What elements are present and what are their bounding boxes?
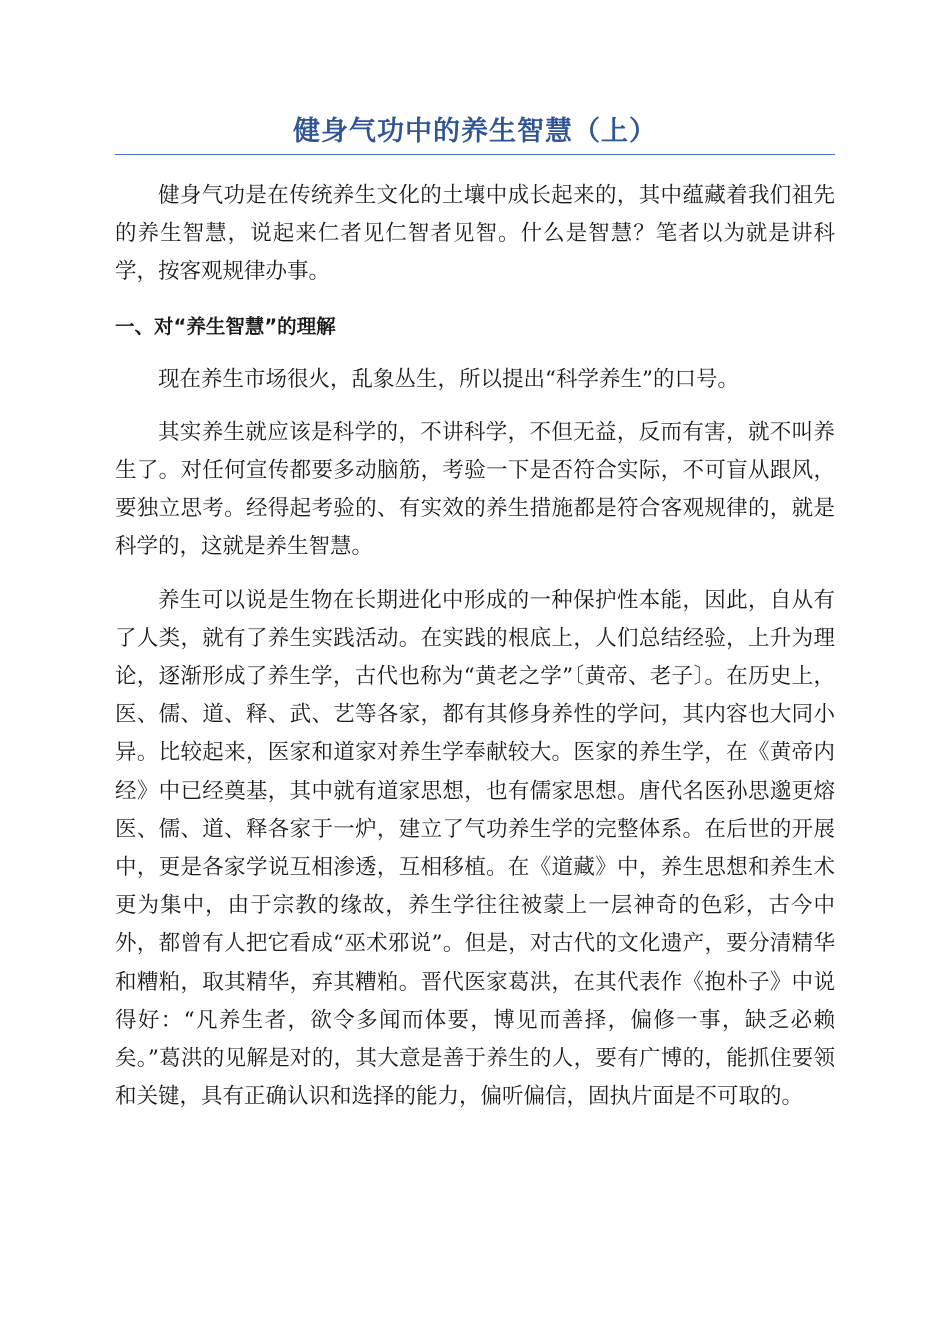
section-heading: 一、对“养生智慧”的理解 [115, 314, 336, 338]
body-paragraph-2: 其实养生就应该是科学的，不讲科学，不但无益，反而有害，就不叫养生了。对任何宣传都要多动脑筋，考验一下是否符合实际，不可盲从跟风，要独立思考。经得起考验的、有实效的养生措施都是符合客观规律的，就是科学的，这就是养生智慧。 [115, 419, 835, 560]
intro-paragraph: 健身气功是在传统养生文化的土壤中成长起来的，其中蕴藏着我们祖先的养生智慧，说起来仁者见仁智者见智。什么是智慧？笔者以为就是讲科学，按客观规律办事。 [115, 183, 835, 285]
body-paragraph-1: 现在养生市场很火，乱象丛生，所以提出“科学养生”的口号。 [158, 366, 739, 392]
document-title: 健身气功中的养生智慧（上） [115, 112, 835, 155]
body-paragraph-3: 养生可以说是生物在长期进化中形成的一种保护性本能，因此，自从有了人类，就有了养生实践活动。在实践的根底上，人们总结经验，上升为理论，逐渐形成了养生学，古代也称为“黄老之学”〔黄帝、老子〕。在历史上，医、儒、道、释、武、艺等各家，都有其修身养性的学问，其内容也大同小异。比较起来，医家和道家对养生学奉献较大。医家的养生学，在《黄帝内经》中已经奠基，其中就有道家思想，也有儒家思想。唐代名医孙思邈更熔医、儒、道、释各家于一炉，建立了气功养生学的完整体系。在后世的开展中，更是各家学说互相渗透，互相移植。在《道藏》中，养生思想和养生术更为集中，由于宗教的缘故，养生学往往被蒙上一层神奇的色彩，古今中外，都曾有人把它看成“巫术邪说”。但是，对古代的文化遗产，要分清精华和糟粕，取其精华，弃其糟粕。晋代医家葛洪，在其代表作《抱朴子》中说得好：“凡养生者，欲令多闻而体要，博见而善择，偏修一事，缺乏必赖矣。”葛洪的见解是对的，其大意是善于养生的人，要有广博的，能抓住要领和关键，具有正确认识和选择的能力，偏听偏信，固执片面是不可取的。 [115, 587, 835, 1110]
document-page [115, 112, 835, 1116]
